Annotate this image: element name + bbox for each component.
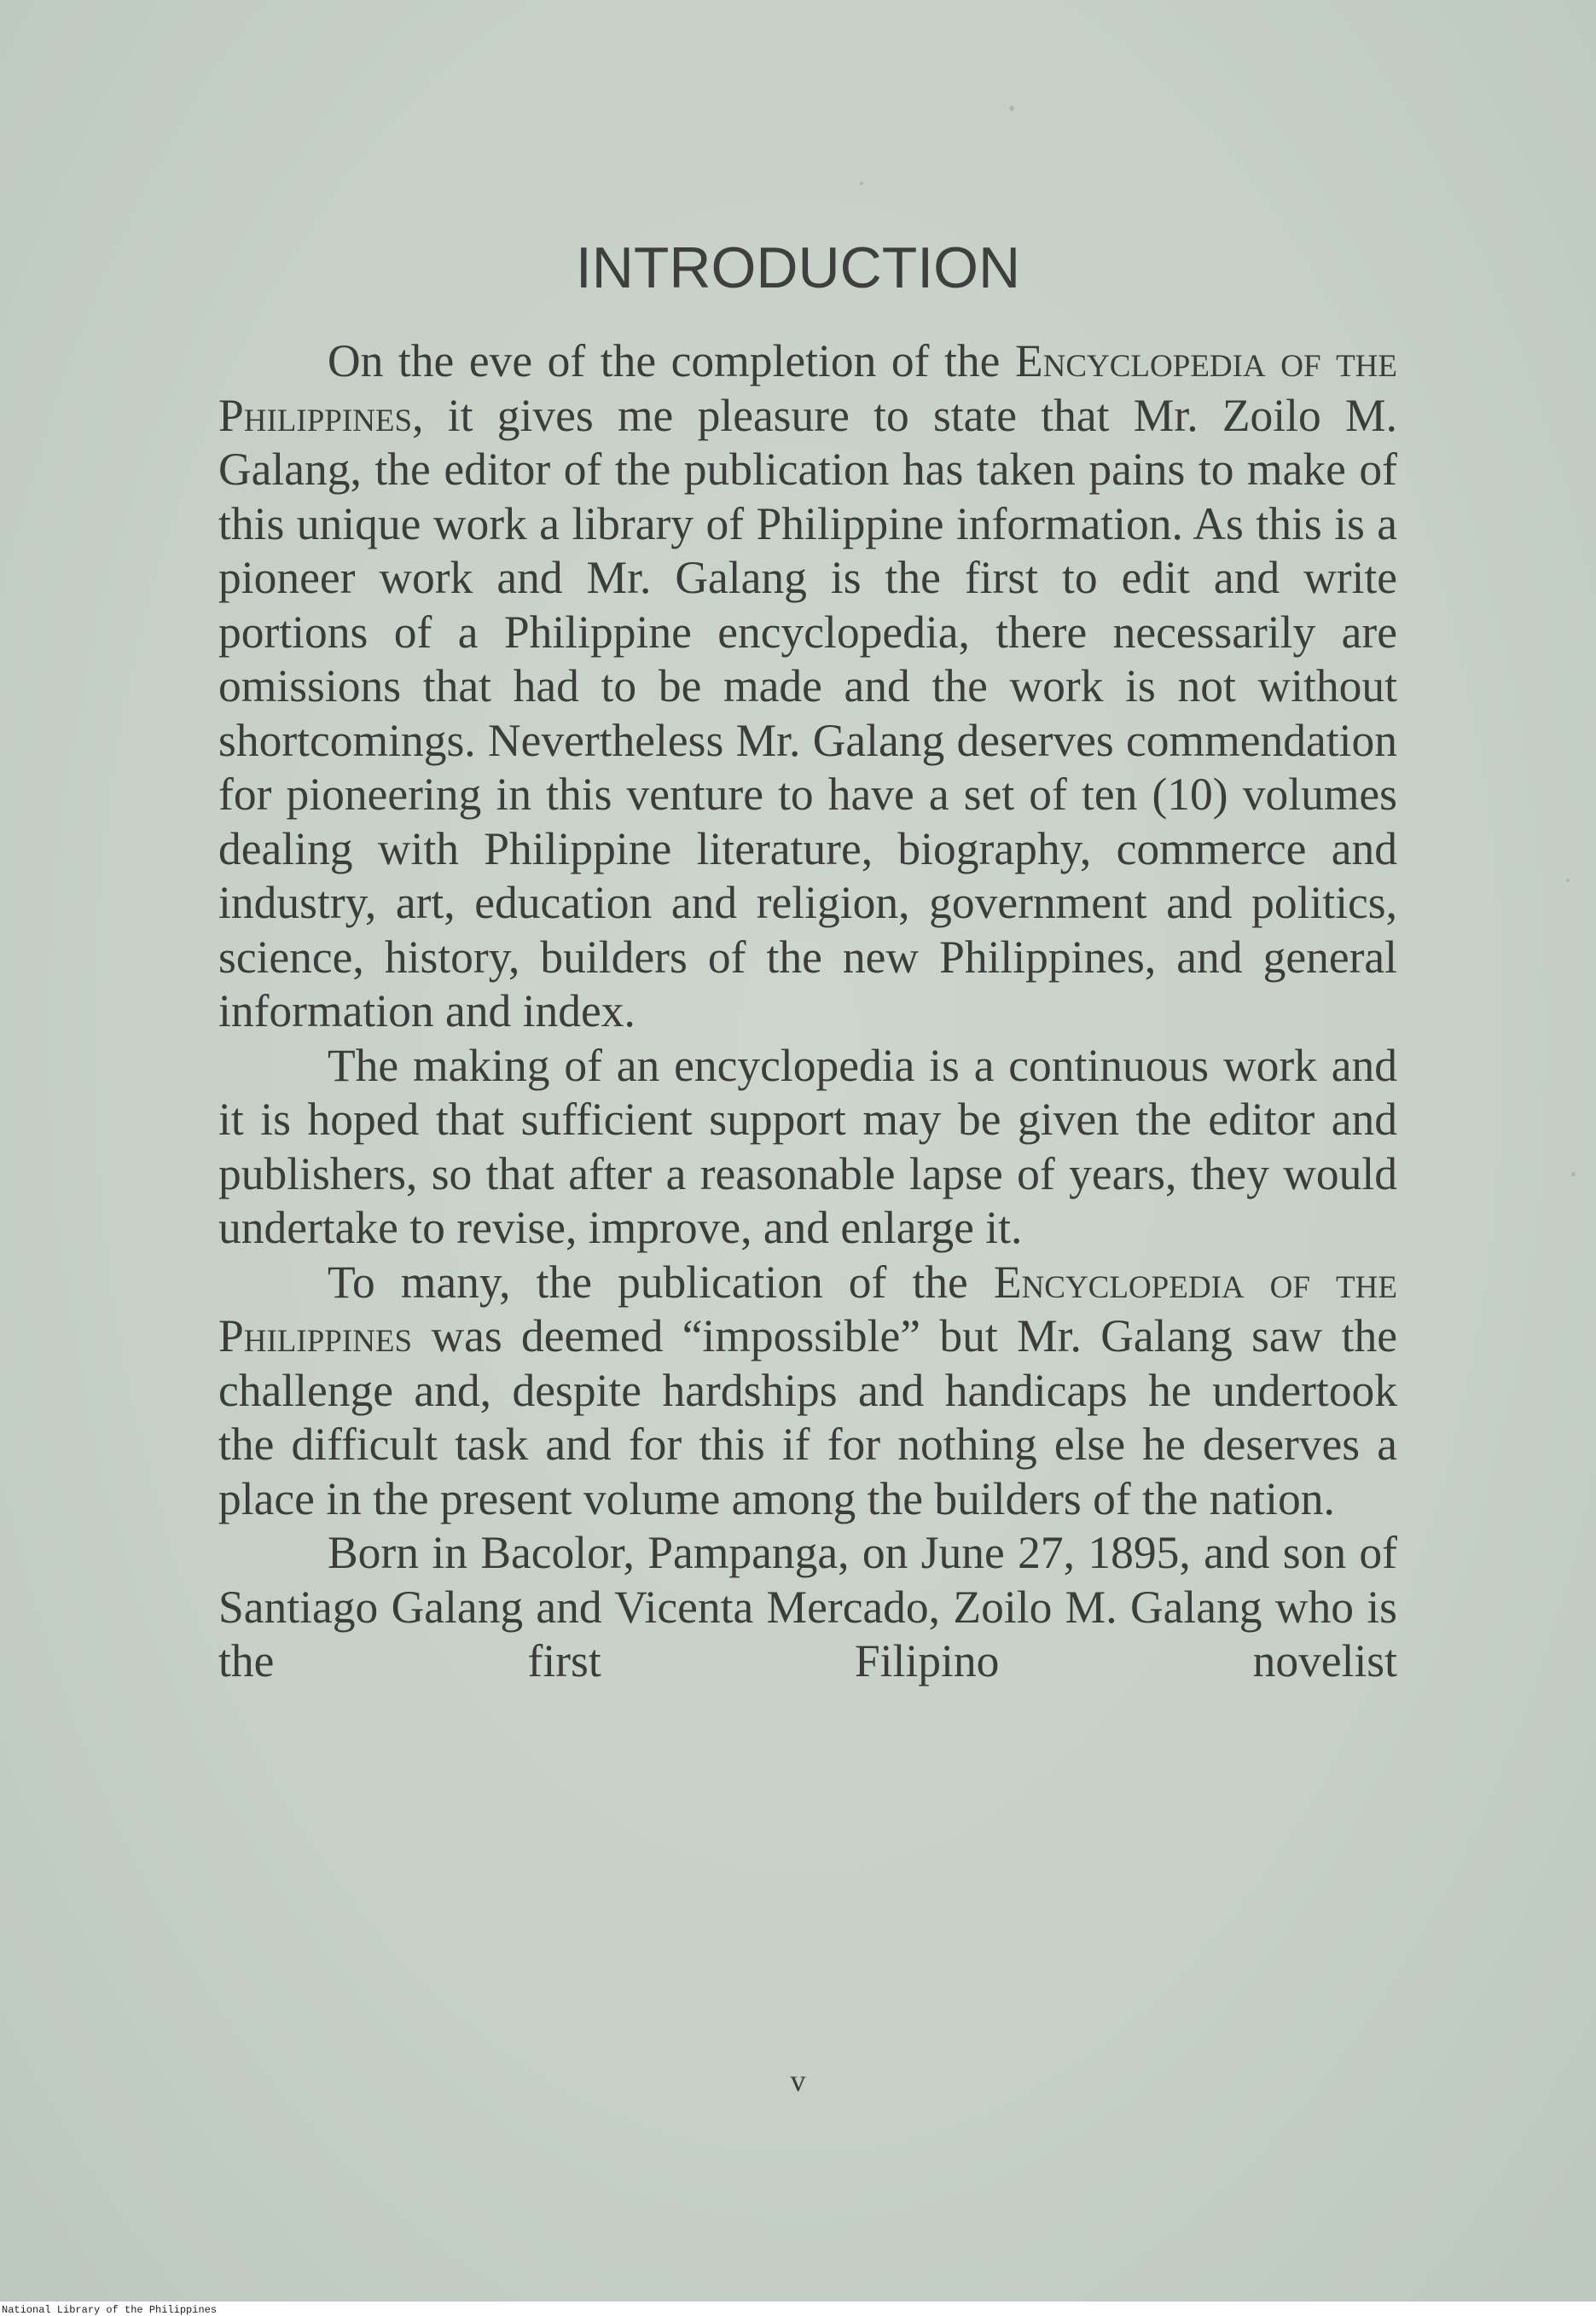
paragraph-4: Born in Bacolor, Pampanga, on June 27, 1895, and son of Santiago Galang and Vicenta Mercado, Zoilo M. Galang who is the first Filipino novelist [218, 1527, 1397, 1686]
paragraph-1-lead: On the eve of the completion of the [328, 335, 1015, 386]
page-number: v [790, 2064, 806, 2098]
page-title: INTRODUCTION [575, 235, 1021, 300]
library-credit: National Library of the Philippines [2, 2304, 218, 2316]
encyclopedia-title-ref: Encyclopedia of the Philippines [218, 335, 1397, 441]
body-text [218, 334, 1397, 1689]
paragraph-2: The making of an encyclopedia is a continuous work and it is hoped that sufficient support may be given the editor and publishers, so that after a reasonable lapse of years, they would undertake to revise, improve, and enlarge it. [218, 1039, 1397, 1253]
paper-speck [1009, 106, 1014, 111]
paragraph-1 [218, 334, 1397, 1039]
paragraph-3-lead: To many, the publication of the [328, 1256, 994, 1308]
paper-speck [860, 182, 863, 185]
encyclopedia-title-ref: Encyclopedia of the Philippines [218, 1256, 1397, 1361]
paper-speck [1571, 1172, 1576, 1176]
paper-speck [1566, 879, 1570, 882]
paragraph-3-text: was deemed “impossible” but Mr. Galang saw the challenge and, despite hardships and handicaps he undertook the difficult task and for this if for nothing else he deserves a place in the present volume among the builders of the nation. [218, 1310, 1397, 1524]
paragraph-1-text: , it gives me pleasure to state that Mr. Zoilo M. Galang, the editor of the publication has taken pains to make of this unique work a library of Philippine information. As this is a pioneer work and Mr. Galang is the first to edit and write portions of a Philippine encyclopedia, there necessarily are omissions that had to be made and the work is not without shortcomings. Nevertheless Mr. Galang deserves commendation for pioneering in this venture to have a set of ten (10) volumes dealing with Philippine literature, biography, commerce and industry, art, education and religion, government and politics, science, history, builders of the new Philippines, and general information and index. [218, 389, 1397, 1036]
paragraph-3 [218, 1256, 1397, 1527]
